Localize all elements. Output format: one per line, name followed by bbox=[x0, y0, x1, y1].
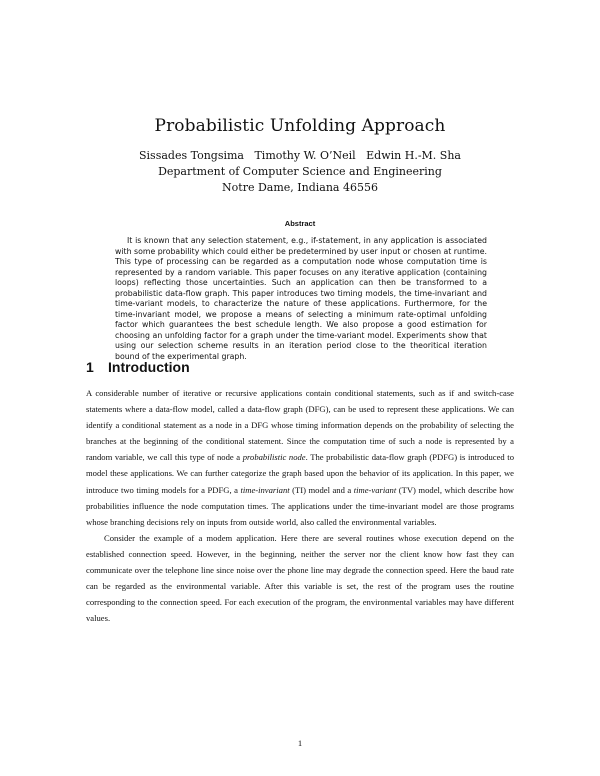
body-text bbox=[86, 385, 514, 626]
paragraph-1-text-a: A considerable number of iterative or recursive applications contain conditional statements, such as if and switch-case statements where a data-flow model, called a data-flow graph (DFG), can be used to represent these applications. We can identify a conditional statement as a node in a DFG whose timing information depends on the probability of selecting the branches at the beginning of the conditional statement. Since the computation time of such a node is represented by a random variable, we call this type of node a bbox=[86, 388, 514, 463]
probabilistic-node-term: probabilistic node bbox=[242, 452, 306, 463]
section-title: Introduction bbox=[108, 359, 190, 375]
abstract-text-block bbox=[115, 236, 487, 362]
address: Notre Dame, Indiana 46556 bbox=[222, 181, 378, 194]
paragraph-1 bbox=[86, 385, 514, 530]
page-number: 1 bbox=[297, 738, 303, 748]
author-block bbox=[0, 148, 600, 196]
author-names: Sissades Tongsima Timothy W. O’Neil Edwin H.-M. Sha bbox=[139, 149, 461, 162]
paragraph-1-text-e: (TI) model and a bbox=[289, 484, 354, 495]
department: Department of Computer Science and Engineering bbox=[158, 165, 442, 178]
section-number: 1 bbox=[86, 359, 94, 375]
abstract-heading: Abstract bbox=[284, 219, 316, 228]
paragraph-1-text-c: . The probabilistic data-flow graph (PDFG) is introduced to model these applications. We can further categorize the graph based upon the behavior of its application. In this paper, we introduce two timing models for a PDFG, a bbox=[86, 452, 514, 495]
paragraph-1-text-g: (TV) model, which describe how probabilities influence the node computation times. The applications under the time-invariant model are those programs whose branching decisions rely on inputs from outside world, also called the environmental variables. bbox=[86, 484, 515, 527]
paragraph-2: Consider the example of a modem application. Here there are several routines whose execution depend on the established connection speed. However, in the beginning, neither the server nor the client know how fast they can communicate over the telephone line since noise over the phone line may degrade the connection speed. Here the baud rate can be regarded as the environmental variable. After this variable is set, the rest of the program uses the routine corresponding to the connection speed. For each execution of the program, the environmental variables may have different values. bbox=[86, 532, 514, 624]
abstract-text: It is known that any selection statement, e.g., if-statement, in any application is associated with some probability which could either be predetermined by user input or chosen at runtime. This type of processing can be regarded as a computation node whose computation time is represented by a random variable. This paper focuses on any iterative application (containing loops) reflecting those uncertainties. Such an application can then be transformed to a probabilistic data-flow graph. This paper introduces two timing models, the time-invariant and time-variant models, to characterize the nature of these applications. Furthermore, for the time-invariant model, we propose a means of selecting a minimum rate-optimal unfolding factor which guarantees the best schedule length. We also propose a good estimation for choosing an unfolding factor for a graph under the time-variant model. Experiments show that using our selection scheme results in an iteration period close to the theoritical iteration bound of the experimental graph. bbox=[115, 236, 487, 361]
section-heading bbox=[86, 359, 190, 375]
time-invariant-term: time-invariant bbox=[240, 484, 290, 495]
time-variant-term: time-variant bbox=[353, 484, 397, 495]
paper-title: Probabilistic Unfolding Approach bbox=[154, 116, 446, 136]
